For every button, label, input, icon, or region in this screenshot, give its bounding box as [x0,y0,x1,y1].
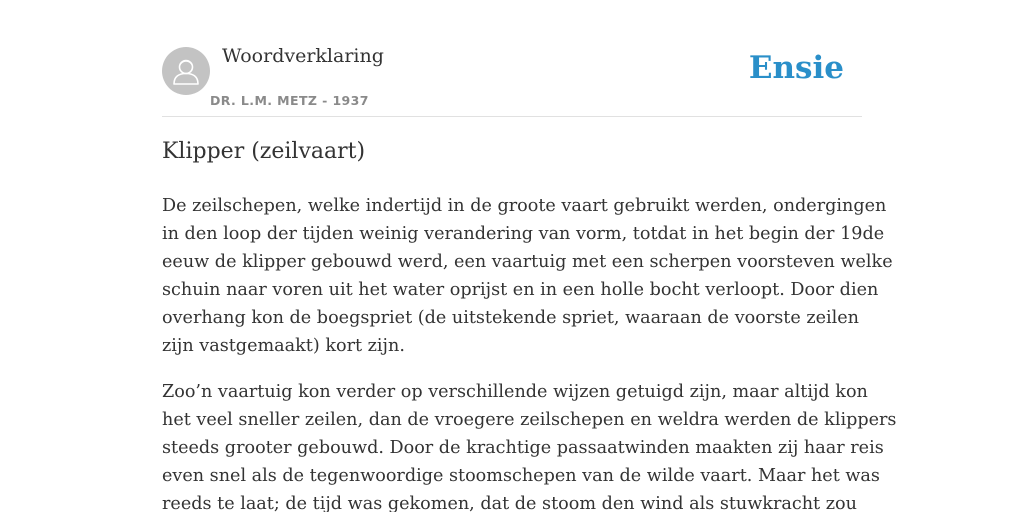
entry-body [162,192,897,512]
source-header [162,0,862,117]
ensie-logo-link[interactable]: Ensie [748,50,844,86]
paragraph-line: steeds grooter gebouwd. Door de krachtige passaatwinden maakten zij haar reis [162,438,884,458]
paragraph-line: eeuw de klipper gebouwd werd, een vaartuig met een scherpen voorsteven welke [162,252,893,272]
paragraph-line: De zeilschepen, welke indertijd in de groote vaart gebruikt werden, ondergingen [162,196,887,216]
paragraph-line: het veel sneller zeilen, dan de vroegere zeilschepen en weldra werden de klippers [162,410,897,430]
paragraph-line: schuin naar voren uit het water oprijst en in een holle bocht verloopt. Door dien [162,280,879,300]
paragraph-line: overhang kon de boegspriet (de uitstekende spriet, waaraan de voorste zeilen [162,308,860,328]
paragraph-line: reeds te laat; de tijd was gekomen, dat de stoom den wind als stuwkracht zou [162,494,857,512]
paragraph-1 [162,192,893,360]
page [162,0,897,512]
paragraph-line: in den loop der tijden weinig verandering van vorm, totdat in het begin der 19de [162,224,885,244]
paragraph-line: even snel als de tegenwoordige stoomschepen van de wilde vaart. Maar het was [162,466,880,486]
paragraph-line: Zoo’n vaartuig kon verder op verschillende wijzen getuigd zijn, maar altijd kon [162,382,868,402]
paragraph-line: zijn vastgemaakt) kort zijn. [162,336,405,356]
entry-title: Klipper (zeilvaart) [162,139,366,164]
source-author-year: DR. L.M. METZ - 1937 [210,93,369,108]
user-avatar-icon [162,47,210,95]
source-title-link[interactable]: Woordverklaring [222,45,384,67]
paragraph-2 [162,378,897,512]
